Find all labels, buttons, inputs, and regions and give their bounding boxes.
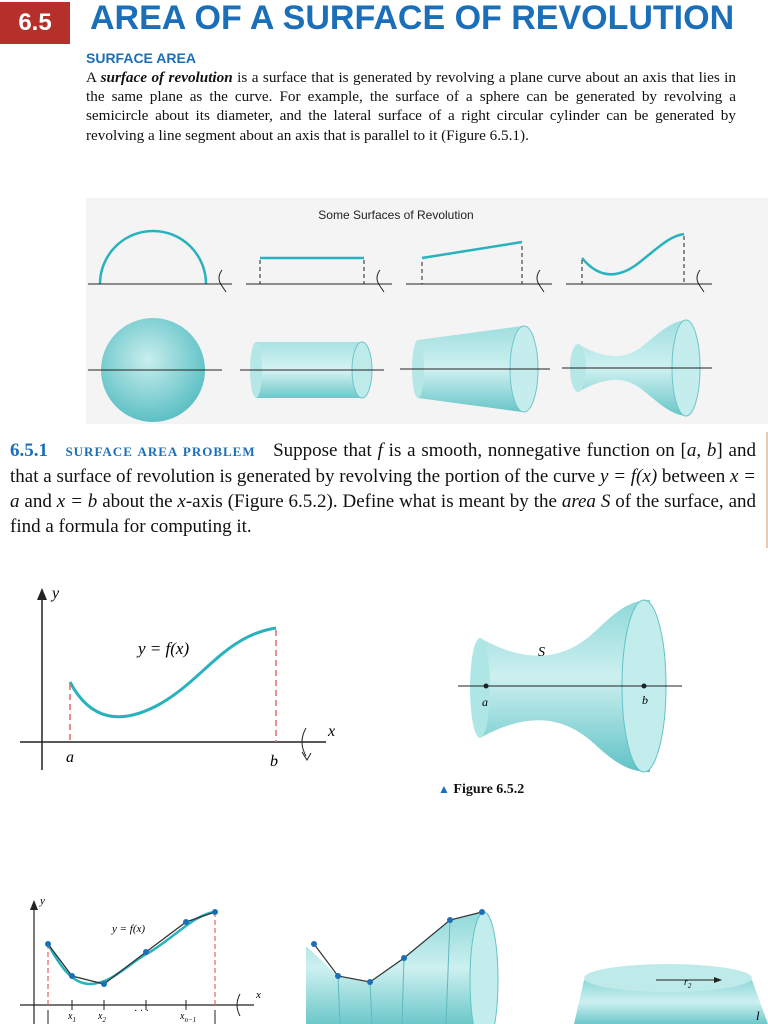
small-x-label: x xyxy=(256,989,261,1001)
figure-6-5-2 xyxy=(0,570,768,820)
x-axis-label: x xyxy=(328,723,336,740)
sphere-surface xyxy=(88,318,222,422)
figure-6-5-3 xyxy=(0,890,768,1024)
surface-b-label: b xyxy=(642,693,648,707)
problem-heading: SURFACE AREA PROBLEM xyxy=(65,444,256,459)
slanted-segment-curve xyxy=(406,242,552,292)
b-label: b xyxy=(270,753,278,770)
surfaces-of-revolution-diagram xyxy=(86,198,768,424)
small-curve-label: y = f(x) xyxy=(112,923,146,935)
problem-text: and xyxy=(19,491,57,512)
math-f: f xyxy=(377,440,383,461)
intro-text: is a surface that is generated by revolving a plane curve about an axis that lies in the same plane as the curve. For example, the surface of a sphere can be generated by revolving a semicircle about its diameter, and the lateral surface of a right circular cylinder can be generated by revolving a line segment about an axis that is parallel to it (Figure 6.5.1). xyxy=(86,69,736,144)
r2-label: $r_2$ xyxy=(684,977,692,990)
math-b: b xyxy=(706,440,717,461)
vase-surface xyxy=(562,320,712,416)
curve-label: y = f(x) xyxy=(138,639,190,658)
surface-label-S: S xyxy=(538,645,545,660)
page-header xyxy=(0,0,768,44)
problem-text: ] and that a surface of revolution is generated by revolving the portion of the curve xyxy=(10,440,756,487)
x2-label: $x_2$ xyxy=(98,1011,106,1024)
figure-caption: Some Surfaces of Revolution xyxy=(318,208,474,222)
caption-triangle-icon: ▲ xyxy=(438,782,450,796)
problem-text: Suppose that xyxy=(273,440,378,461)
polygonal-surface xyxy=(306,909,498,1024)
problem-text: is a smooth, nonnegative function on [ xyxy=(382,440,687,461)
math-S: S xyxy=(600,491,611,512)
cone-frustum-surface xyxy=(400,326,550,412)
segment-curve xyxy=(246,258,392,292)
emphasis-area: area xyxy=(561,491,596,512)
ellipsis: · · · xyxy=(134,1006,149,1017)
y-axis-label: y xyxy=(52,585,60,602)
problem-text: about the xyxy=(97,491,178,512)
problem-text: -axis (Figure 6.5.2). Define what is meant by the xyxy=(185,491,562,512)
xn-1-label: $x_{n-1}$ xyxy=(180,1011,197,1024)
x1-label: $x_1$ xyxy=(68,1011,76,1024)
hourglass-surface xyxy=(458,600,682,772)
figure-6-5-1 xyxy=(86,198,768,424)
intro-text: A xyxy=(86,69,101,86)
caption-text: Figure 6.5.2 xyxy=(453,782,525,797)
problem-text: of the surface, and find a formula for computing it. xyxy=(10,491,756,537)
graph-axes xyxy=(20,588,326,770)
math-a: a xyxy=(686,440,697,461)
section-number: 6.5 xyxy=(0,2,70,44)
slant-l-label: l xyxy=(756,1008,760,1023)
problem-text: , xyxy=(696,440,707,461)
intro-paragraph xyxy=(86,68,736,145)
section-title: AREA OF A SURFACE OF REVOLUTION xyxy=(90,0,735,37)
subsection-heading: SURFACE AREA xyxy=(86,50,196,66)
wavy-curve xyxy=(566,234,712,292)
math-x-equals-a: x = a xyxy=(10,466,756,512)
semicircle-curve xyxy=(88,231,232,292)
math-x: x xyxy=(177,491,186,512)
problem-text: between xyxy=(657,466,730,487)
surface-a-label: a xyxy=(482,695,488,709)
figure-6-5-2-caption xyxy=(438,782,524,798)
frustum-surface xyxy=(574,964,768,1024)
math-equation: y = f(x) xyxy=(600,466,658,487)
small-y-label: y xyxy=(40,895,45,907)
surface-area-problem xyxy=(10,438,756,539)
problem-number: 6.5.1 xyxy=(10,440,48,461)
defined-term: surface of revolution xyxy=(100,69,233,86)
a-label: a xyxy=(66,749,74,766)
math-x-equals-b: x = b xyxy=(56,491,98,512)
cylinder-surface xyxy=(240,342,384,398)
